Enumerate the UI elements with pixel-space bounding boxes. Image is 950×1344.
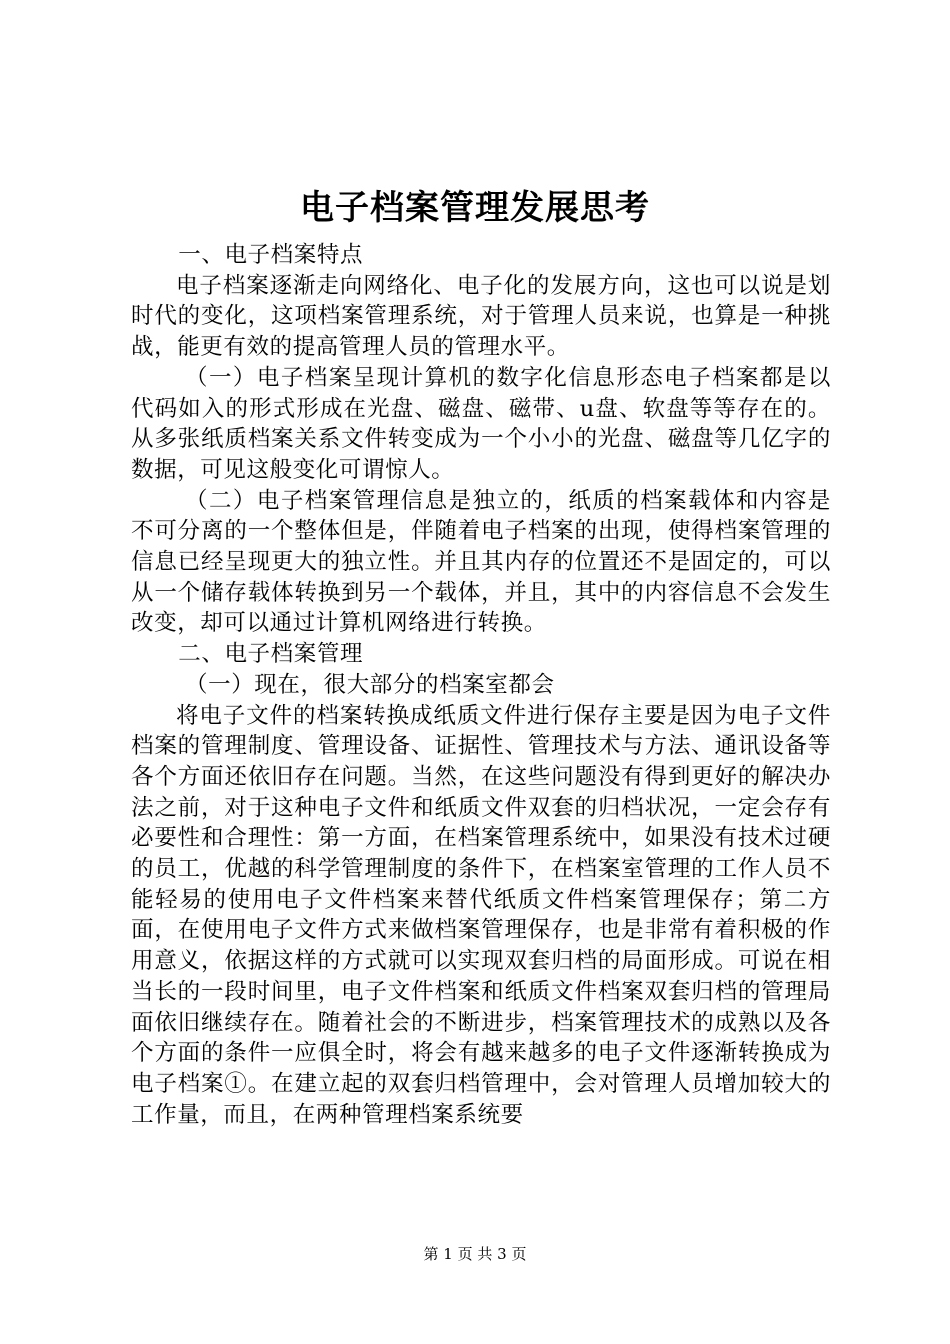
body-paragraph: 将电子文件的档案转换成纸质文件进行保存主要是因为电子文件档案的管理制度、管理设备、证据性、管理技术与方法、通讯设备等各个方面还依旧存在问题。当然，在这些问题没有得到更好的解决办法之前，对于这种电子文件和纸质文件双套的归档状况，一定会存有必要性和合理性：第一方面，在档案管理系统中，如果没有技术过硬的员工，优越的科学管理制度的条件下，在档案室管理的工作人员不能轻易的使用电子文件档案来替代纸质文件档案管理保存；第二方面，在使用电子文件方式来做档案管理保存，也是非常有着积极的作用意义，依据这样的方式就可以实现双套归档的局面形成。可说在相当长的一段时间里，电子文件档案和纸质文件档案双套归档的管理局面依旧继续存在。随着社会的不断进步，档案管理技术的成熟以及各个方面的条件一应俱全时，将会有越来越多的电子文件逐渐转换成为电子档案①。在建立起的双套归档管理中，会对管理人员增加较大的工作量，而且，在两种管理档案系统要 [131, 702, 831, 1128]
subsection-heading: （一）现在，很大部分的档案室都会 [185, 671, 555, 698]
section-heading-1: 一、电子档案特点 [178, 242, 364, 268]
page-footer: 第 1 页 共 3 页 [423, 1245, 527, 1263]
body-paragraph: （二）电子档案管理信息是独立的，纸质的档案载体和内容是不可分离的一个整体但是，伴随着电子档案的出现，使得档案管理的信息已经呈现更大的独立性。并且其内存的位置还不是固定的，可以从一个储存载体转换到另一个载体，并且，其中的内容信息不会发生改变，却可以通过计算机网络进行转换。 [131, 487, 831, 637]
section-heading-2: 二、电子档案管理 [178, 641, 364, 668]
document-title: 电子档案管理发展思考 [300, 188, 650, 228]
document-body [131, 240, 831, 1130]
body-paragraph: 电子档案逐渐走向网络化、电子化的发展方向，这也可以说是划时代的变化，这项档案管理系统，对于管理人员来说，也算是一种挑战，能更有效的提高管理人员的管理水平。 [131, 272, 831, 361]
body-paragraph: （一）电子档案呈现计算机的数字化信息形态电子档案都是以代码如入的形式形成在光盘、磁盘、磁带、u盘、软盘等等存在的。从多张纸质档案关系文件转变成为一个小小的光盘、磁盘等几亿字的数据，可见这般变化可谓惊人。 [131, 364, 831, 483]
